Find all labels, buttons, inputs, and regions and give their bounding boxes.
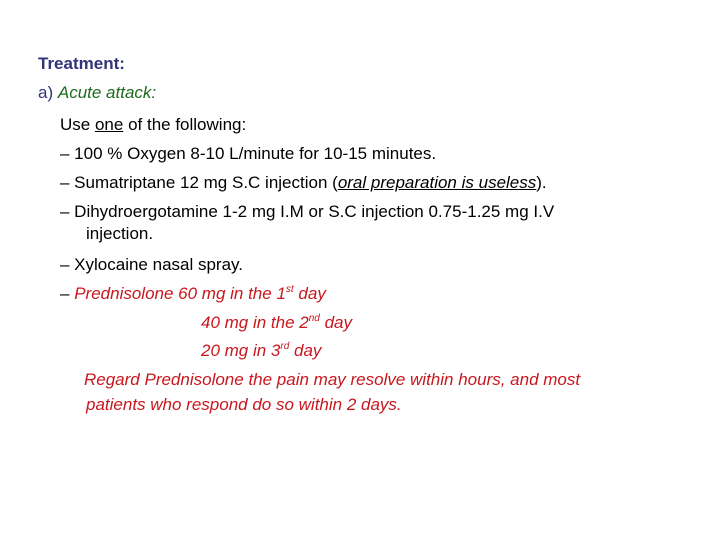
prednisolone-note-line2: patients who respond do so within 2 days. [86, 395, 402, 414]
item-dihydroergotamine-line1: – Dihydroergotamine 1-2 mg I.M or S.C injection 0.75-1.25 mg I.V [60, 202, 555, 221]
day2-after: day [319, 313, 353, 332]
day1-sup: st [285, 284, 294, 295]
intro-line [60, 115, 246, 135]
section-prefix: a) [38, 83, 54, 102]
day3-after: day [289, 341, 322, 360]
prednisolone-dash: – [60, 284, 70, 303]
intro-before: Use [60, 115, 95, 134]
intro-emphasis: one [94, 115, 124, 134]
item-prednisolone-day3 [201, 341, 321, 361]
treatment-heading: Treatment: [38, 54, 125, 73]
sumatriptane-note: oral preparation is useless [337, 173, 537, 192]
prednisolone-day1-text [74, 284, 326, 303]
section-label: Acute attack: [57, 83, 157, 102]
item-oxygen: – 100 % Oxygen 8-10 L/minute for 10-15 minutes. [60, 144, 437, 163]
day2-sup: nd [308, 313, 320, 324]
item-prednisolone-day1 [60, 284, 326, 304]
day1-after: day [293, 284, 326, 303]
day3-text: 20 mg in 3 [201, 341, 281, 360]
item-sumatriptane [60, 173, 547, 193]
item-prednisolone-day2 [201, 313, 352, 333]
item-dihydroergotamine-line2: injection. [86, 224, 154, 243]
day1-text: Prednisolone 60 mg in the 1 [74, 284, 286, 303]
intro-after: of the following: [123, 115, 247, 134]
sumatriptane-text: – Sumatriptane 12 mg S.C injection ( [60, 173, 338, 192]
acute-attack-subheading [38, 83, 156, 103]
day3-sup: rd [280, 341, 290, 352]
day2-text: 40 mg in the 2 [201, 313, 309, 332]
prednisolone-note-line1: Regard Prednisolone the pain may resolve within hours, and most [84, 370, 581, 389]
sumatriptane-close: ). [536, 173, 547, 192]
item-xylocaine: – Xylocaine nasal spray. [60, 255, 244, 274]
